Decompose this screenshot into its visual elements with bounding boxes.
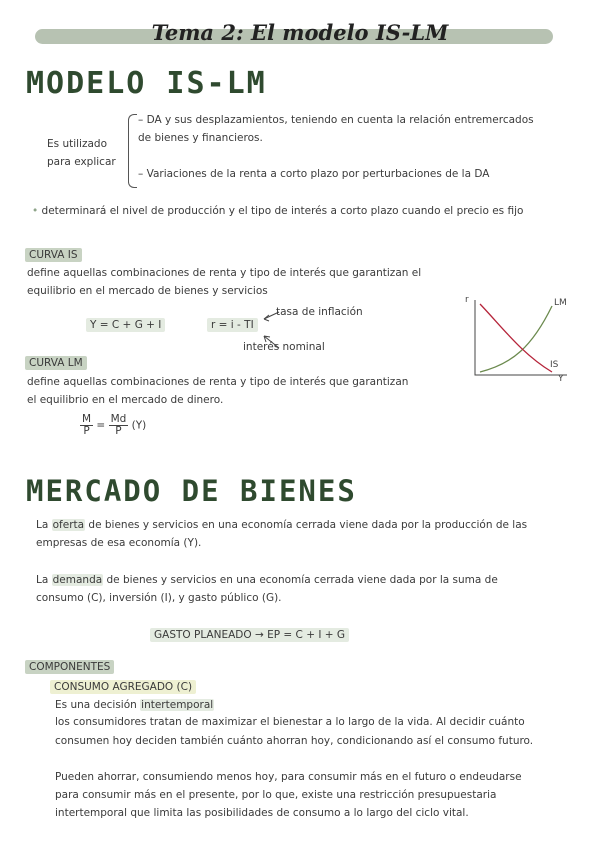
page-title: Tema 2: El modelo IS-LM (151, 20, 449, 45)
lm-frac-left-den: P (83, 425, 90, 437)
consumo-label (50, 680, 196, 695)
is-lm-graph (462, 292, 577, 384)
lm-eq-tail: (Y) (131, 419, 147, 432)
curva-is-line1: define aquellas combinaciones de renta y tipo de interés que garantizan el (27, 267, 422, 279)
gasto-planeado-text: GASTO PLANEADO → EP = C + I + G (150, 628, 349, 642)
point1-line1: – DA y sus desplazamientos, teniendo en cuenta la relación entremercados (138, 114, 534, 126)
brace (128, 114, 137, 188)
oferta-line2: empresas de esa economía (Y). (36, 537, 202, 549)
oferta-paragraph (36, 518, 527, 551)
annot-inflation: tasa de inflación (276, 306, 363, 318)
consumo-highlight: CONSUMO AGREGADO (C) (50, 680, 196, 694)
lm-curve-label: LM (554, 298, 567, 308)
consumo-paragraph-1 (55, 715, 533, 749)
lm-frac-right-num: Md (110, 413, 127, 425)
gasto-planeado (150, 628, 349, 643)
demanda-line2: consumo (C), inversión (I), y gasto público (G). (36, 592, 282, 604)
point2: – Variaciones de la renta a corto plazo por perturbaciones de la DA (138, 168, 490, 180)
used-for-line1: Es utilizado (47, 138, 108, 150)
curva-lm-highlight: CURVA LM (25, 356, 87, 370)
curva-lm-definition (27, 375, 408, 408)
curva-is-label (25, 248, 82, 263)
oferta-line1 (36, 518, 527, 533)
curva-lm-line1: define aquellas combinaciones de renta y tipo de interés que garantizan (27, 376, 409, 388)
componentes-label (25, 660, 114, 675)
decision-pre: Es una decisión (55, 699, 141, 711)
point1-line2: de bienes y financieros. (138, 132, 263, 144)
rate-equation (207, 318, 258, 333)
decision-line (55, 698, 214, 713)
is-curve (480, 304, 552, 372)
demanda-pre: La (36, 574, 52, 586)
graph-x-label: Y (558, 374, 564, 384)
para2-line2: para consumir más en el presente, por lo que, existe una restricción presupuestaria (55, 789, 497, 801)
rate-equation-text: r = i - TI (207, 318, 258, 332)
used-for-line2: para explicar (47, 156, 116, 168)
graph-y-label: r (465, 295, 469, 305)
demanda-word: demanda (52, 574, 103, 586)
bullet-text: determinará el nivel de producción y el tipo de interés a corto plazo cuando el precio es fijo (41, 205, 524, 217)
heading-modelo-is-lm: MODELO IS-LM (26, 66, 267, 101)
oferta-post: de bienes y servicios en una economía cerrada viene dada por la producción de las (85, 519, 528, 531)
curva-is-highlight: CURVA IS (25, 248, 82, 262)
demanda-paragraph (36, 573, 498, 606)
para1-line1: los consumidores tratan de maximizar el bienestar a lo largo de la vida. Al decidir cuánto (55, 716, 525, 728)
lm-equation (80, 414, 146, 437)
oferta-word: oferta (52, 519, 85, 531)
is-equation (86, 318, 165, 333)
para2-line3: intertemporal que limita las posibilidades de consumo a lo largo del ciclo vital. (55, 807, 469, 819)
used-for-label (47, 137, 116, 170)
bullet-item (32, 204, 523, 219)
demanda-line1 (36, 573, 498, 588)
bullet-dot-icon: • (32, 205, 39, 217)
consumo-paragraph-2 (55, 770, 522, 821)
annot-nominal: interés nominal (243, 341, 325, 353)
point1 (138, 113, 534, 146)
componentes-highlight: COMPONENTES (25, 660, 114, 674)
lm-frac-left-num: M (82, 413, 92, 425)
is-curve-label: IS (550, 360, 559, 370)
lm-frac-right-den: P (115, 425, 122, 437)
lm-frac-right (109, 414, 129, 437)
decision-word: intertemporal (141, 699, 214, 711)
lm-equals: = (96, 419, 106, 432)
para2-line1: Pueden ahorrar, consumiendo menos hoy, para consumir más en el futuro o endeudarse (55, 771, 522, 783)
demanda-post: de bienes y servicios en una economía cerrada viene dada por la suma de (103, 574, 498, 586)
heading-mercado-de-bienes: MERCADO DE BIENES (26, 474, 357, 508)
curva-is-line2: equilibrio en el mercado de bienes y servicios (27, 285, 268, 297)
para1-line2: consumen hoy deciden también cuánto ahorran hoy, condicionando así el consumo futuro. (55, 735, 534, 747)
oferta-pre: La (36, 519, 52, 531)
is-equation-text: Y = C + G + I (86, 318, 165, 332)
curva-is-definition (27, 266, 421, 299)
curva-lm-label (25, 356, 87, 371)
curva-lm-line2: el equilibrio en el mercado de dinero. (27, 394, 224, 406)
lm-frac-left (80, 414, 93, 437)
